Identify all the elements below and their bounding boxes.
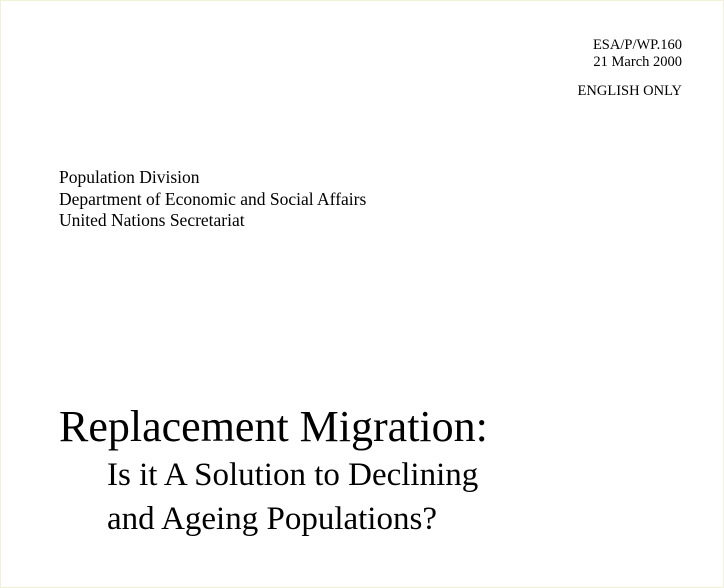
document-date: 21 March 2000 (593, 54, 682, 70)
document-symbol: ESA/P/WP.160 (592, 37, 682, 53)
language-note: ENGLISH ONLY (577, 83, 682, 99)
issuer-block (59, 167, 366, 232)
document-header-meta (578, 37, 682, 100)
document-subtitle (107, 453, 478, 541)
subtitle-line-2: and Ageing Populations? (107, 501, 437, 537)
subtitle-line-1: Is it A Solution to Declining (107, 457, 479, 493)
issuer-line-secretariat: United Nations Secretariat (59, 210, 245, 230)
document-title: Replacement Migration: (59, 402, 488, 451)
issuer-line-department: Department of Economic and Social Affairs (59, 188, 367, 209)
issuer-line-division: Population Division (59, 167, 200, 187)
